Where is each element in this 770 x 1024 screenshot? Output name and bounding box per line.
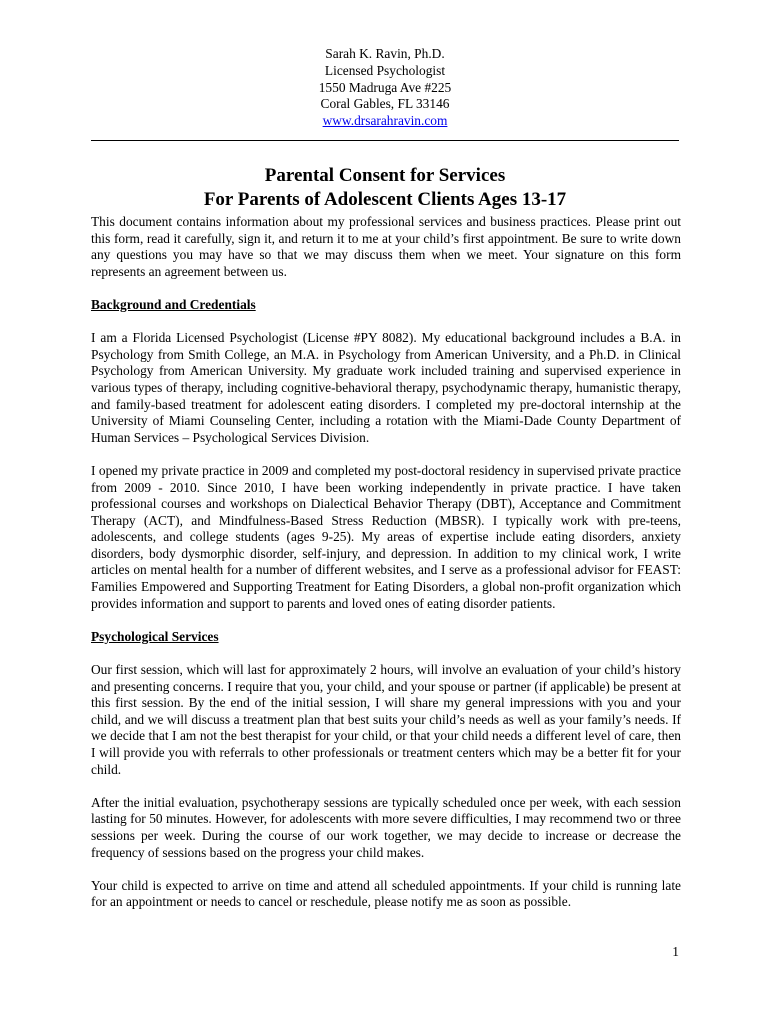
author-credential: Licensed Psychologist <box>324 62 446 78</box>
title-line-1: Parental Consent for Services <box>264 165 506 186</box>
address-line-1: 1550 Madruga Ave #225 <box>318 79 452 95</box>
author-name: Sarah K. Ravin, Ph.D. <box>325 46 445 61</box>
letterhead <box>0 46 770 130</box>
page-number: 1 <box>672 944 679 959</box>
address-line-2: Coral Gables, FL 33146 <box>320 96 450 112</box>
title-line-2: For Parents of Adolescent Clients Ages 13-17 <box>203 189 567 210</box>
background-paragraph-2: I opened my private practice in 2009 and completed my post-doctoral residency in supervised private practice from 2009 - 2010. Since 2010, I have been working independently in private practice. I have taken professional courses and workshops on Dialectical Behavior Therapy (DBT), Acceptance and Commitment Therapy (ACT), and Mindfulness-Based Stress Reduction (MBSR). I typically work with pre-teens, adolescents, and college students (ages 9-25). My areas of expertise include eating disorders, anxiety disorders, body dysmorphic disorder, self-injury, and depression. In addition to my clinical work, I write articles on mental health for a number of different websites, and I serve as a professional advisor for FEAST: Families Empowered and Supporting Treatment for Eating Disorders, a global non-profit organization which provides information and support to parents and loved ones of eating disorder patients. <box>91 462 681 611</box>
services-heading: Psychological Services <box>91 628 219 644</box>
services-paragraph-2: After the initial evaluation, psychotherapy sessions are typically scheduled once per week, with each session lasting for 50 minutes. However, for adolescents with more severe difficulties, I may recommend two or three sessions per week. During the course of our work together, we may decide to increase or decrease the frequency of sessions based on the progress your child makes. <box>91 794 681 860</box>
background-heading: Background and Credentials <box>91 296 256 312</box>
document-body <box>91 214 681 928</box>
services-paragraph-1: Our first session, which will last for approximately 2 hours, will involve an evaluation of your child’s history and presenting concerns. I require that you, your child, and your spouse or partner (if applicable) be present at this first session. By the end of the initial session, I will share my general impressions with you and your child, and we will discuss a treatment plan that best suits your child’s needs as well as your family’s needs. If we decide that I am not the best therapist for your child, or that your child needs a different level of care, then I will provide you with referrals to other professionals or treatment centers which may be a better fit for your child. <box>91 662 681 777</box>
header-divider <box>91 140 679 141</box>
website-link[interactable]: www.drsarahravin.com <box>322 113 448 129</box>
intro-paragraph: This document contains information about my professional services and business practices. Please print out this form, read it carefully, sign it, and return it to me at your child’s first appointment. Be sure to write down any questions you may have so that we may discuss them when we meet. Your signature on this form represents an agreement between us. <box>91 214 681 279</box>
background-paragraph-1: I am a Florida Licensed Psychologist (License #PY 8082). My educational background includes a B.A. in Psychology from Smith College, an M.A. in Psychology from American University, and a Ph.D. in Clinical Psychology from American University. My graduate work included training and supervised experience in various types of therapy, including cognitive-behavioral therapy, psychodynamic therapy, humanistic therapy, and family-based treatment for adolescent eating disorders. I completed my pre-doctoral internship at the University of Miami Counseling Center, including a rotation with the Miami-Dade County Department of Human Services – Psychological Services Division. <box>91 330 681 445</box>
document-title <box>0 164 770 212</box>
services-paragraph-3: Your child is expected to arrive on time and attend all scheduled appointments. If your child is running late for an appointment or needs to cancel or reschedule, please notify me as soon as possible. <box>91 877 681 910</box>
